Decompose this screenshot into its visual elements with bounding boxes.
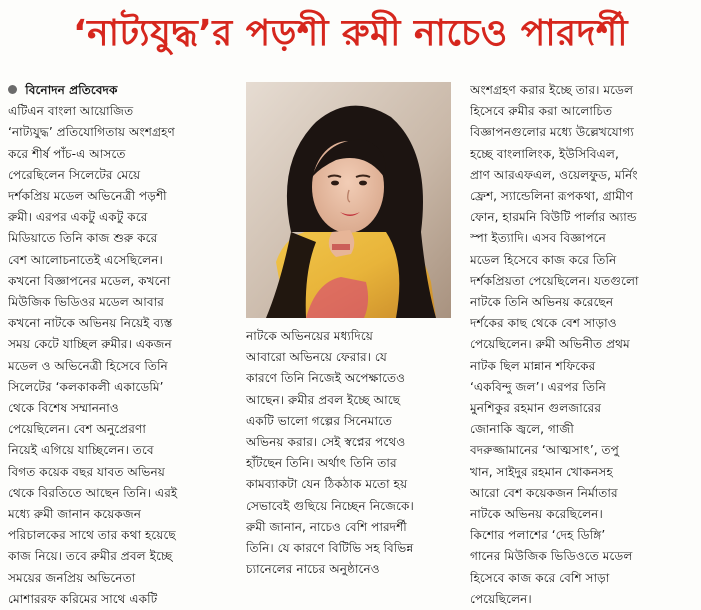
text-line: পেয়েছিলেন। বেশ অনুপ্রেরণা (8, 422, 146, 437)
text-line: জোনাকি জ্বলে, গাজী (470, 422, 574, 437)
text-line: আছেন। রুমীর প্রবল ইচ্ছে আছে (246, 392, 401, 407)
text-line: ‘নাট্যযুদ্ধ’ প্রতিযোগিতায় অংশগ্রহণ (8, 125, 175, 140)
text-line: সময়ের জনপ্রিয় অভিনেতা (8, 570, 136, 585)
text-line: থেকে বিরতিতে আছেন তিনি। এরই (8, 485, 178, 500)
text-line: মডেল ও অভিনেত্রী হিসেবে তিনি (8, 358, 168, 373)
text-line: মুনশিকুর রহমান গুলজারের (470, 401, 602, 416)
text-line: হাঁটছেন তিনি। অর্থাৎ তিনি তার (246, 456, 397, 471)
text-line: হচ্ছে বাংলালিংক, ইউসিবিএল, (470, 146, 619, 161)
text-line: সময় কেটে যাচ্ছিল রুমীর। একজন (8, 337, 172, 352)
text-line: কিশোর পলাশের ‘দেহ ডিঙ্গি’ (470, 528, 606, 543)
bullet-icon (8, 85, 17, 94)
text-line: হিসেবে কাজ করে বেশি সাড়া (470, 570, 610, 585)
text-line: কাজ নিয়ে। তবে রুমীর প্রবল ইচ্ছে (8, 549, 173, 564)
text-line: মিডিয়াতে তিনি কাজ শুরু করে (8, 231, 158, 246)
article-column-3 (470, 80, 695, 610)
text-line: ফ্রেশ, স্যান্ডেলিনা রূপকথা, গ্রামীণ (470, 189, 634, 204)
text-line: স্পা ইত্যাদি। এসব বিজ্ঞাপনে (470, 231, 606, 246)
text-line: দর্শকপ্রিয় মডেল অভিনেত্রী পড়শী (8, 189, 167, 204)
text-line: কামব্যাকটা যেন ঠিকঠাক মতো হয় (246, 477, 408, 492)
text-line: সিলেটের ‘কলকাকলী একাডেমি’ (8, 379, 164, 394)
text-line: বেশ আলোচনাতেই এসেছিলেন। (8, 252, 163, 267)
text-line: বদরুজ্জামানের ‘আত্মসাৎ’, তপু (470, 443, 619, 458)
text-line: পেয়েছিলেন। (470, 591, 532, 606)
text-line: এটিএন বাংলা আয়োজিত (8, 104, 134, 119)
text-line: মডেল হিসেবে কাজ করে তিনি (470, 252, 617, 267)
text-line: সেভাবেই গুছিয়ে নিচ্ছেন নিজেকে। (246, 498, 414, 513)
text-line: অভিনয় করার। সেই স্বপ্নের পথেও (246, 435, 406, 450)
text-line: কখনো বিজ্ঞাপনের মডেল, কখনো (8, 273, 171, 288)
text-line: নাটক ছিল মান্নান শফিকের (470, 358, 596, 373)
text-line: দর্শকের কাছ থেকে বেশ সাড়াও (470, 316, 617, 331)
portrait-image (246, 82, 451, 318)
text-line: চ্যানেলের নাচের অনুষ্ঠানেও (246, 562, 380, 577)
text-line: পেয়েছিলেন। রুমী অভিনীত প্রথম (470, 337, 630, 352)
text-line: আবারো অভিনয়ে ফেরার। যে (246, 350, 387, 365)
column-1-text (8, 101, 230, 610)
text-line: একটি ভালো গল্পের সিনেমাতে (246, 413, 393, 428)
text-line: কারণে তিনি নিজেই অপেক্ষাতেও (246, 371, 406, 386)
text-line: থেকে বিশেষ সম্মাননাও (8, 401, 119, 416)
byline (8, 80, 230, 101)
column-2-text (246, 326, 456, 580)
text-line: করে শীর্ষ পাঁচ-এ আসতে (8, 146, 126, 161)
text-line: গানের মিউজিক ভিডিওতে মডেল (470, 549, 633, 564)
headline: ‘নাট্যযুদ্ধ’র পড়শী রুমী নাচেও পারদর্শী (72, 13, 629, 54)
text-line: পেরেছিলেন সিলেটের মেয়ে (8, 167, 141, 182)
byline-text: বিনোদন প্রতিবেদক (25, 83, 118, 97)
text-line: প্রাণ আরএফএল, ওয়েলফুড, মর্নিং (470, 167, 638, 182)
text-line: মিউজিক ভিডিওর মডেল আবার (8, 295, 164, 310)
column-3-text (470, 80, 695, 610)
text-line: তিনি। যে কারণে বিটিভি সহ বিভিন্ন (246, 541, 414, 556)
article-column-2 (246, 326, 456, 580)
text-line: অংশগ্রহণ করার ইচ্ছে তার। মডেল (470, 83, 634, 97)
text-line: কখনো নাটকে অভিনয় নিয়েই ব্যস্ত (8, 316, 173, 331)
text-line: মোশাররফ করিমের সাথে একটি (8, 591, 158, 606)
text-line: বিগত কয়েক বছর যাবত অভিনয় (8, 464, 165, 479)
text-line: নাটকে তিনি অভিনয় করেছেন (470, 295, 614, 310)
text-line: রুমী জানান, নাচেও বেশি পারদর্শী (246, 519, 407, 534)
text-line: বিজ্ঞাপনগুলোর মধ্যে উল্লেখযোগ্য (470, 125, 634, 140)
text-line: পরিচালকের সাথে তার কথা হয়েছে (8, 528, 176, 543)
text-line: মধ্যে রুমী জানান কয়েকজন (8, 507, 142, 522)
text-line: রুমী। এরপর একটু একটু করে (8, 210, 148, 225)
portrait-photo (246, 82, 451, 318)
text-line: খান, সাইদুর রহমান খোকনসহ (470, 464, 613, 479)
text-line: হিসেবে রুমীর করা আলোচিত (470, 104, 613, 119)
text-line: নাটকে অভিনয় করেছিলেন। (470, 507, 603, 522)
text-line: দর্শকপ্রিয়তা পেয়েছিলেন। যতগুলো (470, 273, 639, 288)
text-line: নাটকে অভিনয়ের মধ্যদিয়ে (246, 329, 373, 343)
article-column-1 (8, 80, 230, 610)
text-line: ‘একবিন্দু জল’। এরপর তিনি (470, 379, 606, 394)
text-line: ফোন, হারমনি বিউটি পার্লার অ্যান্ড (470, 210, 637, 225)
text-line: আরো বেশ কয়েকজন নির্মাতার (470, 485, 618, 500)
text-line: নিয়েই এগিয়ে যাচ্ছিলেন। তবে (8, 443, 154, 458)
